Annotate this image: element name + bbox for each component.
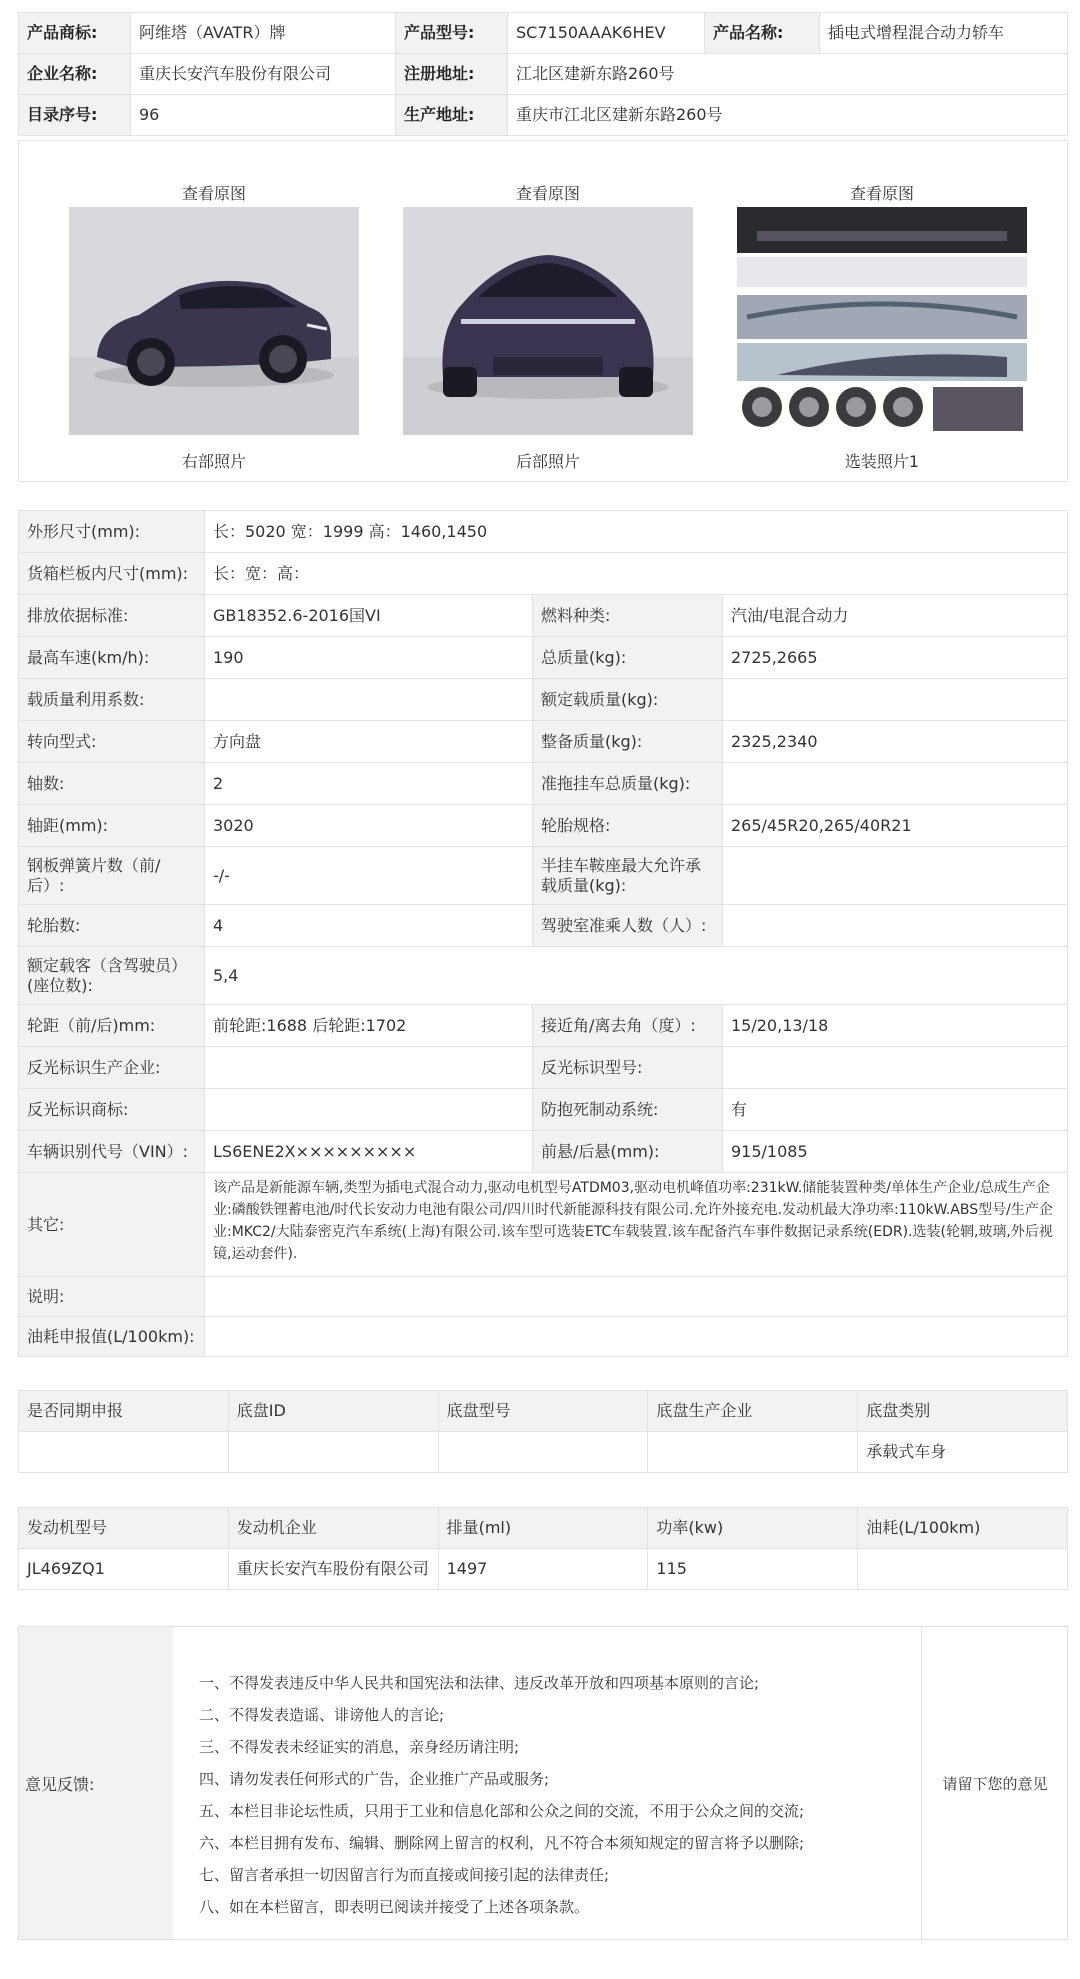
fuel-cons-label: 油耗申报值(L/100km): xyxy=(19,1317,205,1357)
engine-header: 发动机企业 xyxy=(228,1508,438,1549)
chassis-cell xyxy=(438,1432,648,1473)
engine-cell: 1497 xyxy=(438,1549,648,1590)
curb-label: 整备质量(kg): xyxy=(533,721,723,763)
wheelbase-value: 3020 xyxy=(205,805,533,847)
other-label: 其它: xyxy=(19,1173,205,1277)
feedback-rule: 五、本栏目非论坛性质，只用于工业和信息化部和公众之间的交流，不用于公众之间的交流; xyxy=(199,1802,805,1820)
tires-value: 4 xyxy=(205,905,533,947)
reg-addr-label: 注册地址: xyxy=(396,54,508,95)
chassis-cell xyxy=(19,1432,229,1473)
track-label: 轮距（前/后)mm: xyxy=(19,1005,205,1047)
model-label: 产品型号: xyxy=(396,13,508,54)
steering-value: 方向盘 xyxy=(205,721,533,763)
angle-value: 15/20,13/18 xyxy=(723,1005,1068,1047)
seats-label: 额定载客（含驾驶员）(座位数): xyxy=(19,947,205,1005)
chassis-table xyxy=(18,1390,1068,1473)
dims-label: 外形尺寸(mm): xyxy=(19,511,205,553)
engine-table xyxy=(18,1507,1068,1590)
specs-table xyxy=(18,510,1068,1357)
engine-header: 油耗(L/100km) xyxy=(858,1508,1068,1549)
abs-label: 防抱死制动系统: xyxy=(533,1089,723,1131)
cab-label: 驾驶室准乘人数（人）: xyxy=(533,905,723,947)
photo-caption: 右部照片 xyxy=(181,452,246,471)
engine-cell xyxy=(858,1549,1068,1590)
engine-header: 功率(kw) xyxy=(648,1508,858,1549)
photo-option xyxy=(737,141,1027,469)
vin-value: LS6ENE2X××××××××× xyxy=(205,1131,533,1173)
trademark-label: 产品商标: xyxy=(19,13,131,54)
trailer-label: 准拖挂车总质量(kg): xyxy=(533,763,723,805)
chassis-cell xyxy=(228,1432,438,1473)
reflect-brand-label: 反光标识商标: xyxy=(19,1089,205,1131)
feedback-rules xyxy=(173,1627,921,1939)
reflect-co-label: 反光标识生产企业: xyxy=(19,1047,205,1089)
trailer-value xyxy=(723,763,1068,805)
product-name-label: 产品名称: xyxy=(705,13,820,54)
gross-value: 2725,2665 xyxy=(723,637,1068,679)
feedback-label: 意见反馈: xyxy=(19,1627,173,1939)
engine-header: 排量(ml) xyxy=(438,1508,648,1549)
springs-value: -/- xyxy=(205,847,533,905)
catalog-label: 目录序号: xyxy=(19,95,131,136)
rated-load-value xyxy=(723,679,1068,721)
company-label: 企业名称: xyxy=(19,54,131,95)
photo-caption: 后部照片 xyxy=(515,452,580,471)
wheelbase-label: 轴距(mm): xyxy=(19,805,205,847)
engine-cell: JL469ZQ1 xyxy=(19,1549,229,1590)
feedback-rule: 八、如在本栏留言，即表明已阅读并接受了上述各项条款。 xyxy=(199,1898,590,1916)
reflect-co-value xyxy=(205,1047,533,1089)
cargo-value: 长：宽：高： xyxy=(205,553,1068,595)
feedback-rule: 七、留言者承担一切因留言行为而直接或间接引起的法律责任; xyxy=(199,1866,610,1884)
reflect-model-label: 反光标识型号: xyxy=(533,1047,723,1089)
photo-right xyxy=(69,141,359,469)
overhang-label: 前悬/后悬(mm): xyxy=(533,1131,723,1173)
emission-value: GB18352.6-2016国VI xyxy=(205,595,533,637)
reflect-model-value xyxy=(723,1047,1068,1089)
view-original-link[interactable]: 查看原图 xyxy=(849,184,914,203)
overhang-value: 915/1085 xyxy=(723,1131,1068,1173)
load-coef-label: 载质量利用系数: xyxy=(19,679,205,721)
fuel-cons-value xyxy=(205,1317,1068,1357)
photos-panel xyxy=(18,140,1068,482)
car-rear-photo[interactable] xyxy=(403,207,693,435)
product-header xyxy=(18,12,1068,136)
photo-caption: 选装照片1 xyxy=(844,452,920,471)
car-right-photo[interactable] xyxy=(69,207,359,435)
engine-cell: 重庆长安汽车股份有限公司 xyxy=(228,1549,438,1590)
cargo-label: 货箱栏板内尺寸(mm): xyxy=(19,553,205,595)
product-name-value: 插电式增程混合动力轿车 xyxy=(820,13,1068,54)
note-value xyxy=(205,1277,1068,1317)
view-original-link[interactable]: 查看原图 xyxy=(515,184,580,203)
fuel-value: 汽油/电混合动力 xyxy=(723,595,1068,637)
tire-spec-label: 轮胎规格: xyxy=(533,805,723,847)
speed-value: 190 xyxy=(205,637,533,679)
company-value: 重庆长安汽车股份有限公司 xyxy=(131,54,396,95)
prod-addr-value: 重庆市江北区建新东路260号 xyxy=(508,95,1068,136)
rated-load-label: 额定载质量(kg): xyxy=(533,679,723,721)
view-original-link[interactable]: 查看原图 xyxy=(181,184,246,203)
engine-cell: 115 xyxy=(648,1549,858,1590)
emission-label: 排放依据标准: xyxy=(19,595,205,637)
photo-rear xyxy=(403,141,693,469)
feedback-rule: 四、请勿发表任何形式的广告，企业推广产品或服务; xyxy=(199,1770,550,1788)
springs-label: 钢板弹簧片数（前/后）: xyxy=(19,847,205,905)
axles-value: 2 xyxy=(205,763,533,805)
other-value: 该产品是新能源车辆,类型为插电式混合动力,驱动电机型号ATDM03,驱动电机峰值功率:231kW.储能装置种类/单体生产企业/总成生产企业:磷酸铁锂蓄电池/时代长安动力电池有限公司/四川时代新能源科技有限公司.允许外接充电.发动机最大净功率:110kW.ABS型号/生产企业:MKC2/大陆泰密克汽车系统(上海)有限公司.该车型可选装ETC车载装置.该车配备汽车事件数据记录系统(EDR).选装(轮辋,玻璃,外后视镜,运动套件). xyxy=(205,1173,1068,1277)
vin-label: 车辆识别代号（VIN）: xyxy=(19,1131,205,1173)
seats-value: 5,4 xyxy=(205,947,1068,1005)
prod-addr-label: 生产地址: xyxy=(396,95,508,136)
chassis-header: 底盘类别 xyxy=(858,1391,1068,1432)
reg-addr-value: 江北区建新东路260号 xyxy=(508,54,1068,95)
leave-feedback-button[interactable]: 请留下您的意见 xyxy=(921,1627,1068,1939)
feedback-rule: 三、不得发表未经证实的消息，亲身经历请注明; xyxy=(199,1738,520,1756)
trademark-value: 阿维塔（AVATR）牌 xyxy=(131,13,396,54)
curb-value: 2325,2340 xyxy=(723,721,1068,763)
axles-label: 轴数: xyxy=(19,763,205,805)
chassis-header: 是否同期申报 xyxy=(19,1391,229,1432)
chassis-header: 底盘ID xyxy=(228,1391,438,1432)
tire-spec-value: 265/45R20,265/40R21 xyxy=(723,805,1068,847)
semi-label: 半挂车鞍座最大允许承载质量(kg): xyxy=(533,847,723,905)
fuel-label: 燃料种类: xyxy=(533,595,723,637)
chassis-header: 底盘生产企业 xyxy=(648,1391,858,1432)
gross-label: 总质量(kg): xyxy=(533,637,723,679)
option-collage-photo[interactable] xyxy=(737,207,1027,435)
speed-label: 最高车速(km/h): xyxy=(19,637,205,679)
note-label: 说明: xyxy=(19,1277,205,1317)
cab-value xyxy=(723,905,1068,947)
chassis-cell: 承载式车身 xyxy=(858,1432,1068,1473)
engine-header: 发动机型号 xyxy=(19,1508,229,1549)
feedback-section xyxy=(18,1626,1068,1940)
abs-value: 有 xyxy=(723,1089,1068,1131)
semi-value xyxy=(723,847,1068,905)
chassis-cell xyxy=(648,1432,858,1473)
steering-label: 转向型式: xyxy=(19,721,205,763)
chassis-header: 底盘型号 xyxy=(438,1391,648,1432)
feedback-rule: 二、不得发表造谣、诽谤他人的言论; xyxy=(199,1706,445,1724)
load-coef-value xyxy=(205,679,533,721)
catalog-value: 96 xyxy=(131,95,396,136)
track-value: 前轮距:1688 后轮距:1702 xyxy=(205,1005,533,1047)
dims-value: 长：5020 宽：1999 高：1460,1450 xyxy=(205,511,1068,553)
feedback-rule: 一、不得发表违反中华人民共和国宪法和法律、违反改革开放和四项基本原则的言论; xyxy=(199,1674,760,1692)
angle-label: 接近角/离去角（度）: xyxy=(533,1005,723,1047)
model-value: SC7150AAAK6HEV xyxy=(508,13,705,54)
reflect-brand-value xyxy=(205,1089,533,1131)
feedback-rule: 六、本栏目拥有发布、编辑、删除网上留言的权利，凡不符合本须知规定的留言将予以删除; xyxy=(199,1834,805,1852)
tires-label: 轮胎数: xyxy=(19,905,205,947)
